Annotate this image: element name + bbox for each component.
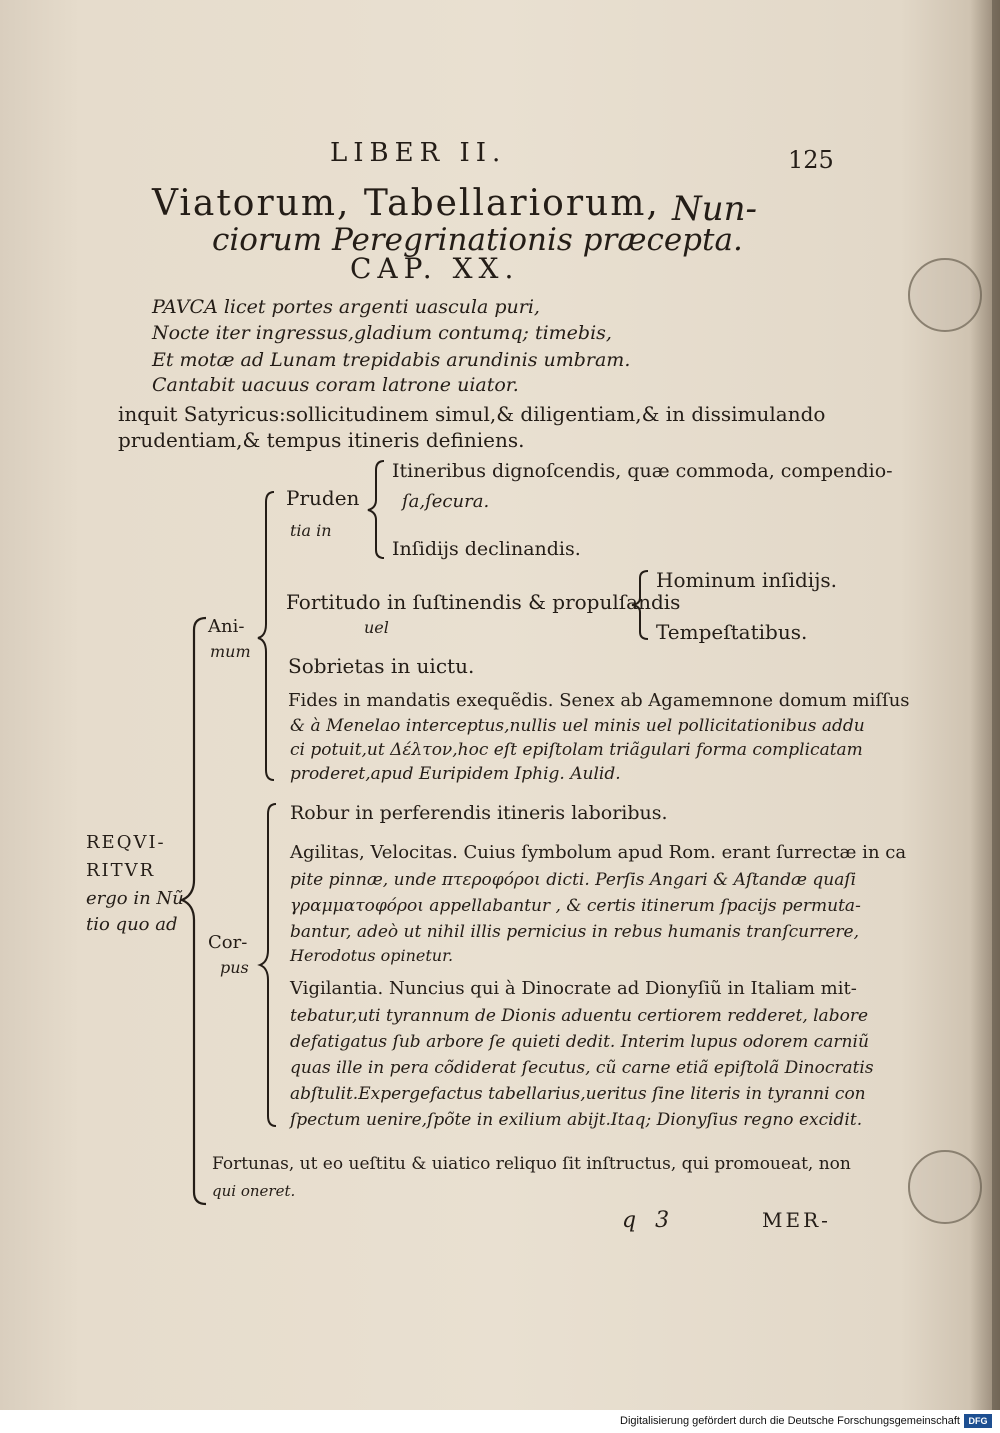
root-label-line: ergo in Nũ — [86, 888, 184, 909]
title-line-1: Viatorum, Tabellariorum, — [152, 183, 660, 224]
fortunas-line: Fortunas, ut eo ueſtitu & uiatico reliquo ſit inſtructus, qui promoueat, non — [212, 1154, 851, 1174]
sobrietas-line: Sobrietas in uictu. — [288, 654, 475, 678]
fortitudo-line: Fortitudo in ſuſtinendis & propulſandis — [286, 590, 681, 614]
prudentia-item-line: Itineribus dignoſcendis, quæ commoda, compendio- — [392, 460, 893, 482]
fortitudo-line: uel — [364, 618, 389, 637]
binding-clip-bottom — [908, 1150, 982, 1224]
prudentia-brace — [364, 458, 388, 562]
vigilantia-line: Vigilantia. Nuncius qui à Dinocrate ad Dionyſiũ in Italiam mit- — [290, 978, 857, 999]
corpus-label-line: Cor- — [208, 932, 248, 953]
root-label-line: RITVR — [86, 860, 156, 881]
banner-text: Digitalisierung gefördert durch die Deutsche Forschungsgemeinschaft — [620, 1415, 960, 1427]
prudentia-label-line: tia in — [290, 521, 332, 540]
verse-line: Et motæ ad Lunam trepidabis arundinis umbram. — [152, 349, 631, 371]
agilitas-line: bantur, adeò ut nihil illis pernicius in rebus humanis tranſcurrere, — [290, 922, 860, 942]
page-number: 125 — [788, 146, 834, 174]
fortitudo-item: Tempeſtatibus. — [656, 620, 808, 644]
dfg-logo: DFG — [964, 1414, 992, 1428]
vigilantia-line: ſpectum uenire,ſpõte in exilium abijt.Itaq; Dionyſius regno excidit. — [290, 1110, 863, 1130]
root-label-line: REQVI- — [86, 832, 166, 853]
agilitas-line: pite pinnæ, unde πτεροφόροι dicti. Perſis Angari & Aſtandæ quaſi — [290, 870, 857, 890]
prudentia-label-line: Pruden — [286, 486, 360, 510]
root-label-line: tio quo ad — [86, 914, 178, 935]
verse-line: PAVCA licet portes argenti uascula puri, — [152, 296, 540, 318]
prudentia-item-line: Inſidijs declinandis. — [392, 538, 581, 560]
root-brace — [176, 610, 210, 1210]
agilitas-line: Agilitas, Velocitas. Cuius ſymbolum apud Rom. erant ſurrectæ in ca — [290, 842, 907, 863]
animum-label-line: mum — [210, 642, 251, 661]
fortunas-line: qui oneret. — [212, 1182, 296, 1200]
animum-label-line: Ani- — [208, 616, 245, 637]
fides-line: proderet,apud Euripidem Iphig. Aulid. — [290, 764, 621, 784]
verse-line: Cantabit uacuus coram latrone uiator. — [152, 374, 519, 396]
agilitas-line: Herodotus opinetur. — [290, 946, 454, 965]
prose-line: inquit Satyricus:sollicitudinem simul,& diligentiam,& in dissimulando — [118, 402, 826, 426]
prose-line: prudentiam,& tempus itineris definiens. — [118, 428, 525, 452]
corpus-label-line: pus — [220, 958, 249, 977]
fides-line: Fides in mandatis exequẽdis. Senex ab Agamemnone domum miſſus — [288, 690, 910, 711]
robur-line: Robur in perferendis itineris laboribus. — [290, 802, 668, 824]
fides-line: & à Menelao interceptus,nullis uel minis uel pollicitationibus addu — [290, 716, 865, 736]
prudentia-item-line: ſa,ſecura. — [402, 491, 490, 512]
page-edge — [992, 0, 1000, 1410]
vigilantia-line: quas ille in pera cõdiderat ſecutus, cũ carne etiã epiſtolã Dinocratis — [290, 1058, 874, 1078]
vigilantia-line: abſtulit.Expergefactus tabellarius,ueritus ſine literis in tyranni con — [290, 1084, 866, 1104]
signature-mark: q 3 — [622, 1208, 676, 1233]
title-line-2: ciorum Peregrinationis præcepta. — [212, 222, 743, 258]
fides-line: ci potuit,ut Δέλτον,hoc eſt epiſtolam triãgulari forma complicatam — [290, 740, 863, 760]
corpus-brace — [256, 800, 280, 1130]
vigilantia-line: defatigatus ſub arbore ſe quieti dedit. Interim lupus odorem carniũ — [290, 1032, 869, 1052]
chapter-heading: CAP. XX. — [350, 252, 520, 285]
running-title: LIBER II. — [330, 138, 507, 168]
fortitudo-item: Hominum inſidijs. — [656, 568, 838, 592]
binding-clip-top — [908, 258, 982, 332]
digitization-banner — [0, 1410, 1000, 1433]
animum-brace — [254, 488, 278, 784]
catchword: MER- — [762, 1208, 831, 1232]
vigilantia-line: tebatur,uti tyrannum de Dionis aduentu certiorem redderet, labore — [290, 1006, 868, 1026]
verse-line: Nocte iter ingressus,gladium contumq; timebis, — [152, 322, 612, 344]
agilitas-line: γραμματοφόροι appellabantur , & certis itinerum ſpacijs permuta- — [290, 896, 861, 916]
title-line-1-end: Nun- — [672, 189, 758, 229]
